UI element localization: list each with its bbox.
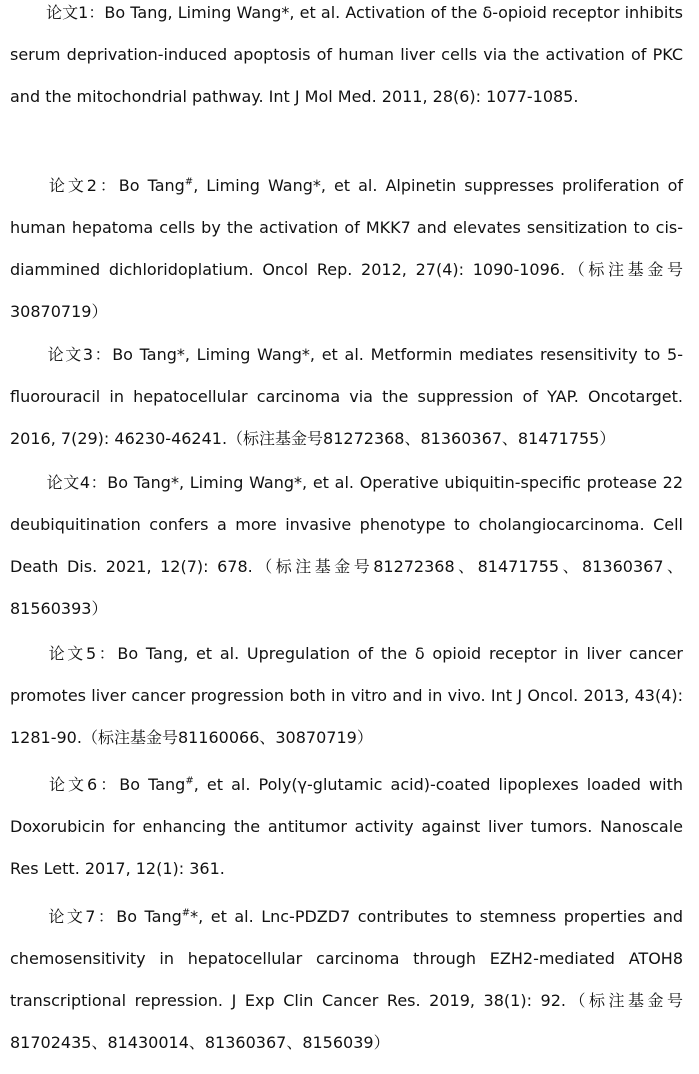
paper-authors: Bo Tang, Liming Wang*, et al.: [104, 3, 341, 22]
paper-label: 论文3：: [46, 345, 113, 364]
paper-entry-4: [10, 462, 683, 630]
paper-authors: Bo Tang, et al.: [117, 644, 240, 663]
paper-authors-pre: Bo Tang: [119, 775, 186, 794]
paper-citation: Upregulation of the δ opioid receptor in liver cancer promotes liver cancer progression both in vitro and in vivo. Int J Oncol. 2013, 43(4): 1281-90.（标注基金号81160066、30870719）: [10, 644, 683, 747]
paper-label: 论文7：: [46, 907, 117, 926]
paper-entry-2: [10, 165, 683, 333]
paper-authors-pre: Bo Tang: [116, 907, 182, 926]
paper-authors-sup: #: [185, 775, 194, 787]
paper-authors-pre: Bo Tang: [118, 176, 185, 195]
paper-entry-7: [10, 896, 683, 1064]
paper-authors: Bo Tang*, Liming Wang*, et al.: [107, 473, 354, 492]
paper-label: 论文6：: [46, 775, 120, 794]
paper-citation: Lnc-PDZD7 contributes to stemness properties and chemosensitivity in hepatocellular carcinoma through EZH2-mediated ATOH8 transcriptional repression. J Exp Clin Cancer Res. 2019, 38(1): 92.（标注基金号81702435、81430014、81360367、8156039）: [10, 907, 684, 1052]
paper-authors-post: , Liming Wang*, et al.: [193, 176, 378, 195]
paper-label: 论文5：: [46, 644, 118, 663]
paper-entry-1: [10, 0, 683, 118]
paper-label: 论文4：: [46, 473, 108, 492]
paper-citation: Poly(γ-glutamic acid)-coated lipoplexes loaded with Doxorubicin for enhancing the antitumor activity against liver tumors. Nanoscale Res Lett. 2017, 12(1): 361.: [10, 775, 683, 878]
paper-authors-sup: #: [184, 176, 194, 188]
paper-authors-sup: #: [181, 907, 191, 919]
paper-citation: Operative ubiquitin-specific protease 22 deubiquitination confers a more invasive phenotype to cholangiocarcinoma. Cell Death Dis. 2021, 12(7): 678.（标注基金号81272368、81471755、81360367、81560393）: [10, 473, 684, 618]
paper-authors-post: *, et al.: [190, 907, 254, 926]
paper-entry-5: [10, 633, 683, 759]
paper-authors-post: , et al.: [193, 775, 251, 794]
paper-citation: Metformin mediates resensitivity to 5-fluorouracil in hepatocellular carcinoma via the suppression of YAP. Oncotarget. 2016, 7(29): 46230-46241.（标注基金号81272368、81360367、81471755）: [10, 345, 683, 448]
paper-label: 论文2：: [46, 176, 119, 195]
paper-citation: Alpinetin suppresses proliferation of human hepatoma cells by the activation of MKK7 and elevates sensitization to cis-diammined dichloridoplatium. Oncol Rep. 2012, 27(4): 1090-1096.（标注基金号30870719）: [10, 176, 684, 321]
paper-label: 论文1：: [46, 3, 105, 22]
paper-entry-6: [10, 764, 683, 890]
paper-entry-3: [10, 334, 683, 460]
paper-citation: Activation of the δ-opioid receptor inhibits serum deprivation-induced apoptosis of human liver cells via the activation of PKC and the mitochondrial pathway. Int J Mol Med. 2011, 28(6): 1077-1085.: [10, 3, 683, 106]
paper-authors: Bo Tang*, Liming Wang*, et al.: [112, 345, 364, 364]
